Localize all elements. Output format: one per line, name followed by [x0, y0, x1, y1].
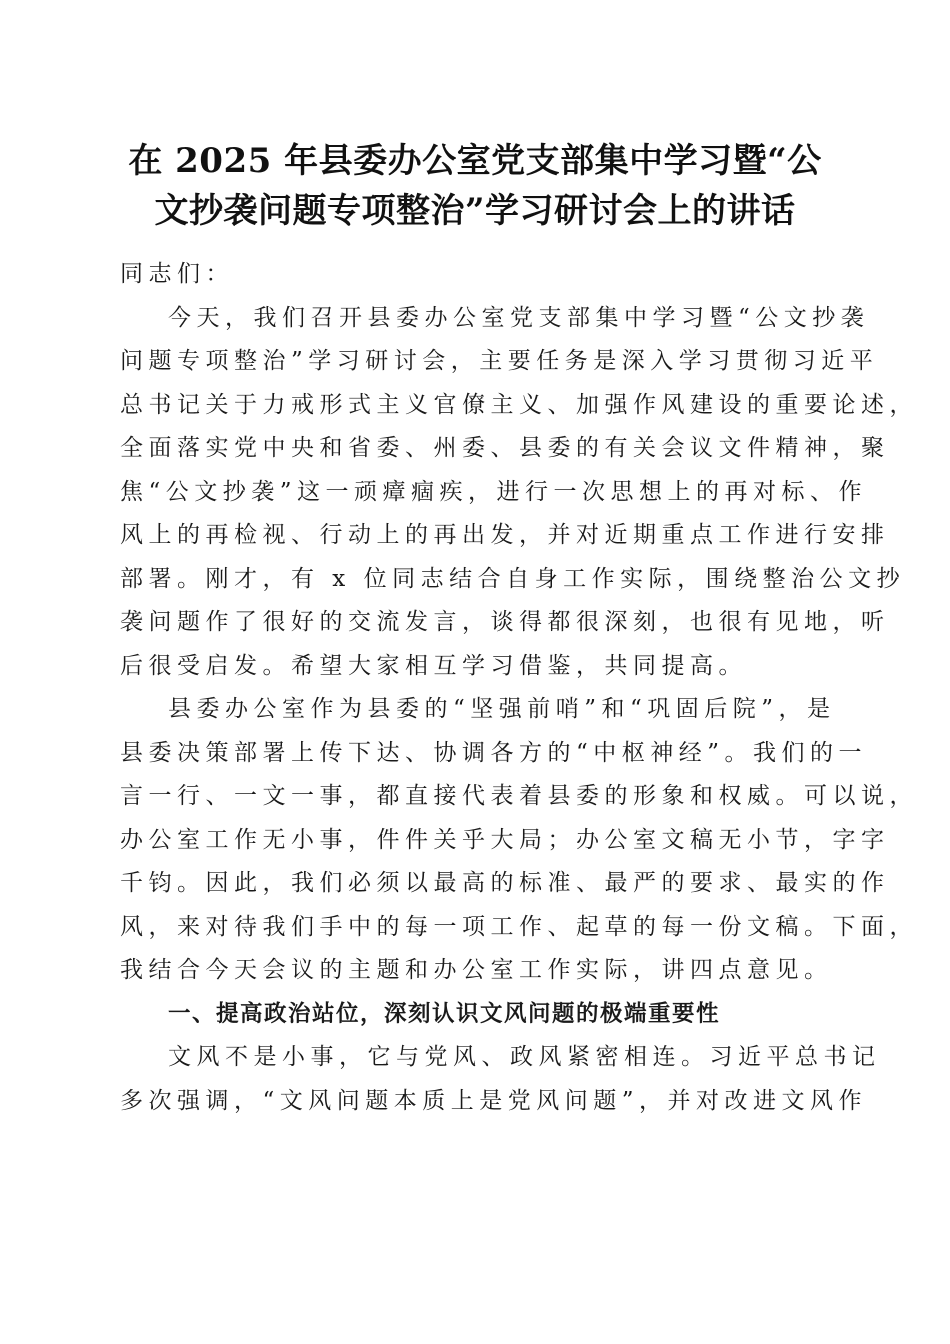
title-line-1: 在 2025 年县委办公室党支部集中学习暨“公 — [128, 141, 822, 181]
paragraph-1-line-2: 问题专项整治”学习研讨会，主要任务是深入学习贯彻习近平 — [120, 348, 879, 374]
paragraph-1-line-5: 焦“公文抄袭”这一顽瘴痼疾，进行一次思想上的再对标、作 — [120, 478, 868, 505]
paragraph-1-line-6: 风上的再检视、行动上的再出发，并对近期重点工作进行安排 — [120, 522, 890, 548]
paragraph-2-line-4: 办公室工作无小事，件件关乎大局；办公室文稿无小节，字字 — [120, 826, 890, 853]
section-paragraph-line-1: 文风不是小事，它与党风、政风紧密相连。习近平总书记 — [168, 1044, 881, 1070]
paragraph-2-line-7: 我结合今天会议的主题和办公室工作实际，讲四点意见。 — [120, 957, 833, 983]
paragraph-1-line-1: 今天，我们召开县委办公室党支部集中学习暨“公文抄袭 — [168, 304, 870, 331]
title-line-2: 文抄袭问题专项整治”学习研讨会上的讲话 — [154, 191, 796, 231]
paragraph-2-line-3: 言一行、一文一事，都直接代表着县委的形象和权威。可以说， — [120, 783, 918, 809]
document-body — [120, 253, 918, 1123]
section-paragraph-line-2: 多次强调，“文风问题本质上是党风问题”，并对改进文风作 — [120, 1087, 868, 1114]
paragraph-1-line-3: 总书记关于力戒形式主义官僚主义、加强作风建设的重要论述， — [120, 391, 918, 418]
paragraph-2-line-6: 风，来对待我们手中的每一项工作、起草的每一份文稿。下面， — [120, 913, 918, 940]
paragraph-1-line-4: 全面落实党中央和省委、州委、县委的有关会议文件精神，聚 — [120, 435, 890, 461]
section-heading: 一、提高政治站位，深刻认识文风问题的极端重要性 — [168, 1000, 721, 1027]
paragraph-2-line-5: 千钧。因此，我们必须以最高的标准、最严的要求、最实的作 — [120, 870, 890, 896]
paragraph-1-line-9: 后很受启发。希望大家相互学习借鉴，共同提高。 — [120, 652, 747, 679]
salutation: 同志们： — [120, 261, 234, 287]
document-title — [120, 136, 830, 236]
paragraph-1-line-7: 部署。刚才，有 x 位同志结合自身工作实际，围绕整治公文抄 — [120, 565, 906, 592]
paragraph-1-line-8: 袭问题作了很好的交流发言，谈得都很深刻，也很有见地，听 — [120, 609, 890, 635]
paragraph-2-line-1: 县委办公室作为县委的“坚强前哨”和“巩固后院”，是 — [168, 696, 836, 722]
paragraph-2-line-2: 县委决策部署上传下达、协调各方的“中枢神经”。我们的一 — [120, 739, 868, 766]
